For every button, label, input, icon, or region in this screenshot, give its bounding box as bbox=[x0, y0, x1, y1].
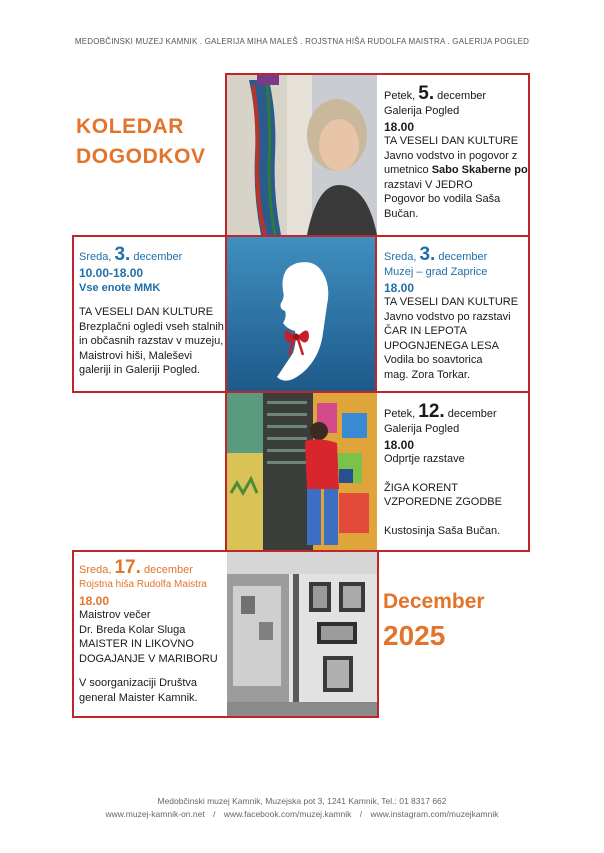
event-dec12-curator: Kustosinja Saša Bučan. bbox=[384, 524, 501, 537]
event-dec5 bbox=[384, 84, 528, 221]
event-dec3-all-venue: Vse enote MMK bbox=[79, 281, 161, 294]
event-dec17-line2: Dr. Breda Kolar Sluga bbox=[79, 623, 186, 636]
event-dec3-all-line3: Maistrovi hiši, Maleševi bbox=[79, 349, 193, 362]
event-dec3-zaprice-line3: UPOGNJENEGA LESA bbox=[384, 339, 499, 352]
instagram-link[interactable]: www.instagram.com/muzejkamnik bbox=[370, 809, 499, 819]
facebook-link[interactable]: www.facebook.com/muzej.kamnik bbox=[223, 809, 352, 819]
event-dec5-line5: Bučan. bbox=[384, 207, 419, 220]
event-dec17-line5: V soorganizaciji Društva bbox=[79, 677, 197, 689]
event-dec12-artist: ŽIGA KORENT bbox=[384, 481, 458, 494]
event-dec5-line1: Javno vodstvo in pogovor z bbox=[384, 149, 518, 162]
event-dec12-date: Petek, 12. december bbox=[384, 401, 497, 422]
event-dec3-zaprice-time: 18.00 bbox=[384, 280, 415, 295]
event-dec3-zaprice-venue: Muzej – grad Zaprice bbox=[384, 266, 488, 278]
footer-address: Medobčinski muzej Kamnik, Muzejska pot 3, 1241 Kamnik, Tel.: 01 8317 662 bbox=[157, 796, 447, 806]
event-dec17-line3: MAISTER IN LIKOVNO bbox=[79, 638, 194, 650]
calendar-title-line2: DOGODKOV bbox=[76, 145, 206, 168]
event-dec3-zaprice-line1: Javno vodstvo po razstavi bbox=[384, 310, 511, 323]
website-link[interactable]: www.muzej-kamnik-on.net bbox=[105, 809, 205, 819]
institutions-header: MEDOBČINSKI MUZEJ KAMNIK . GALERIJA MIHA MALEŠ . ROJSTNA HIŠA RUDOLFA MAISTRA . GALERIJA POGLED bbox=[74, 37, 530, 46]
event-dec5-line3: razstavi V JEDRO bbox=[384, 178, 473, 191]
footer-links bbox=[0, 809, 604, 819]
footer-separator: / bbox=[359, 809, 363, 819]
calendar-title bbox=[76, 112, 206, 172]
event-dec3-zaprice-title: TA VESELI DAN KULTURE bbox=[384, 296, 519, 308]
event-dec5-time: 18.00 bbox=[384, 119, 415, 134]
event-dec3-zaprice-line4: Vodila bo soavtorica bbox=[384, 354, 483, 366]
footer-separator: / bbox=[213, 809, 216, 819]
event-dec12-exhibition: VZPOREDNE ZGODBE bbox=[384, 496, 502, 508]
event-dec3-all-line2: in občasnih razstav v muzeju, bbox=[79, 335, 224, 347]
event-dec17-date: Sreda, 17. december bbox=[79, 557, 193, 578]
event-dec17-venue: Rojstna hiša Rudolfa Maistra bbox=[79, 579, 207, 590]
event-dec3-all-line4: galeriji in Galeriji Pogled. bbox=[79, 364, 201, 376]
event-dec3-all-date: Sreda, 3. december bbox=[79, 244, 183, 265]
event-dec3-zaprice-date: Sreda, 3. december bbox=[384, 244, 488, 265]
event-dec3-all bbox=[79, 245, 224, 378]
event-dec17-line6: general Maister Kamnik. bbox=[79, 691, 198, 704]
event-dec3-all-time: 10.00-18.00 bbox=[79, 266, 144, 280]
event-dec3-all-title: TA VESELI DAN KULTURE bbox=[79, 306, 214, 318]
event-dec3-zaprice-line5: mag. Zora Torkar. bbox=[384, 368, 470, 381]
event-dec17 bbox=[79, 558, 218, 705]
event-dec5-date: Petek, 5. december bbox=[384, 83, 487, 104]
event-dec5-line2: umetnico Sabo Skaberne po bbox=[384, 164, 528, 176]
event-dec17-line1: Maistrov večer bbox=[79, 609, 151, 621]
event-dec5-title: TA VESELI DAN KULTURE bbox=[384, 135, 519, 147]
year-label: 2025 bbox=[383, 620, 446, 651]
photo-silhouette-bow bbox=[227, 237, 377, 391]
event-dec17-time: 18.00 bbox=[79, 593, 110, 608]
event-dec12-venue: Galerija Pogled bbox=[384, 423, 460, 435]
event-dec12-time: 18.00 bbox=[384, 437, 415, 452]
calendar-title-line1: KOLEDAR bbox=[76, 115, 185, 138]
event-dec12 bbox=[384, 402, 502, 538]
event-dec3-all-line1: Brezplačni ogledi vseh stalnih bbox=[79, 320, 224, 333]
event-dec5-venue: Galerija Pogled bbox=[384, 105, 460, 117]
event-dec5-line4: Pogovor bo vodila Saša bbox=[384, 193, 501, 205]
event-dec17-line4: DOGAJANJE V MARIBORU bbox=[79, 652, 218, 665]
event-dec3-zaprice bbox=[384, 245, 518, 382]
event-dec12-subtitle: Odprtje razstave bbox=[384, 453, 465, 465]
month-label: December bbox=[383, 590, 485, 613]
event-dec3-zaprice-line2: ČAR IN LEPOTA bbox=[384, 325, 467, 337]
